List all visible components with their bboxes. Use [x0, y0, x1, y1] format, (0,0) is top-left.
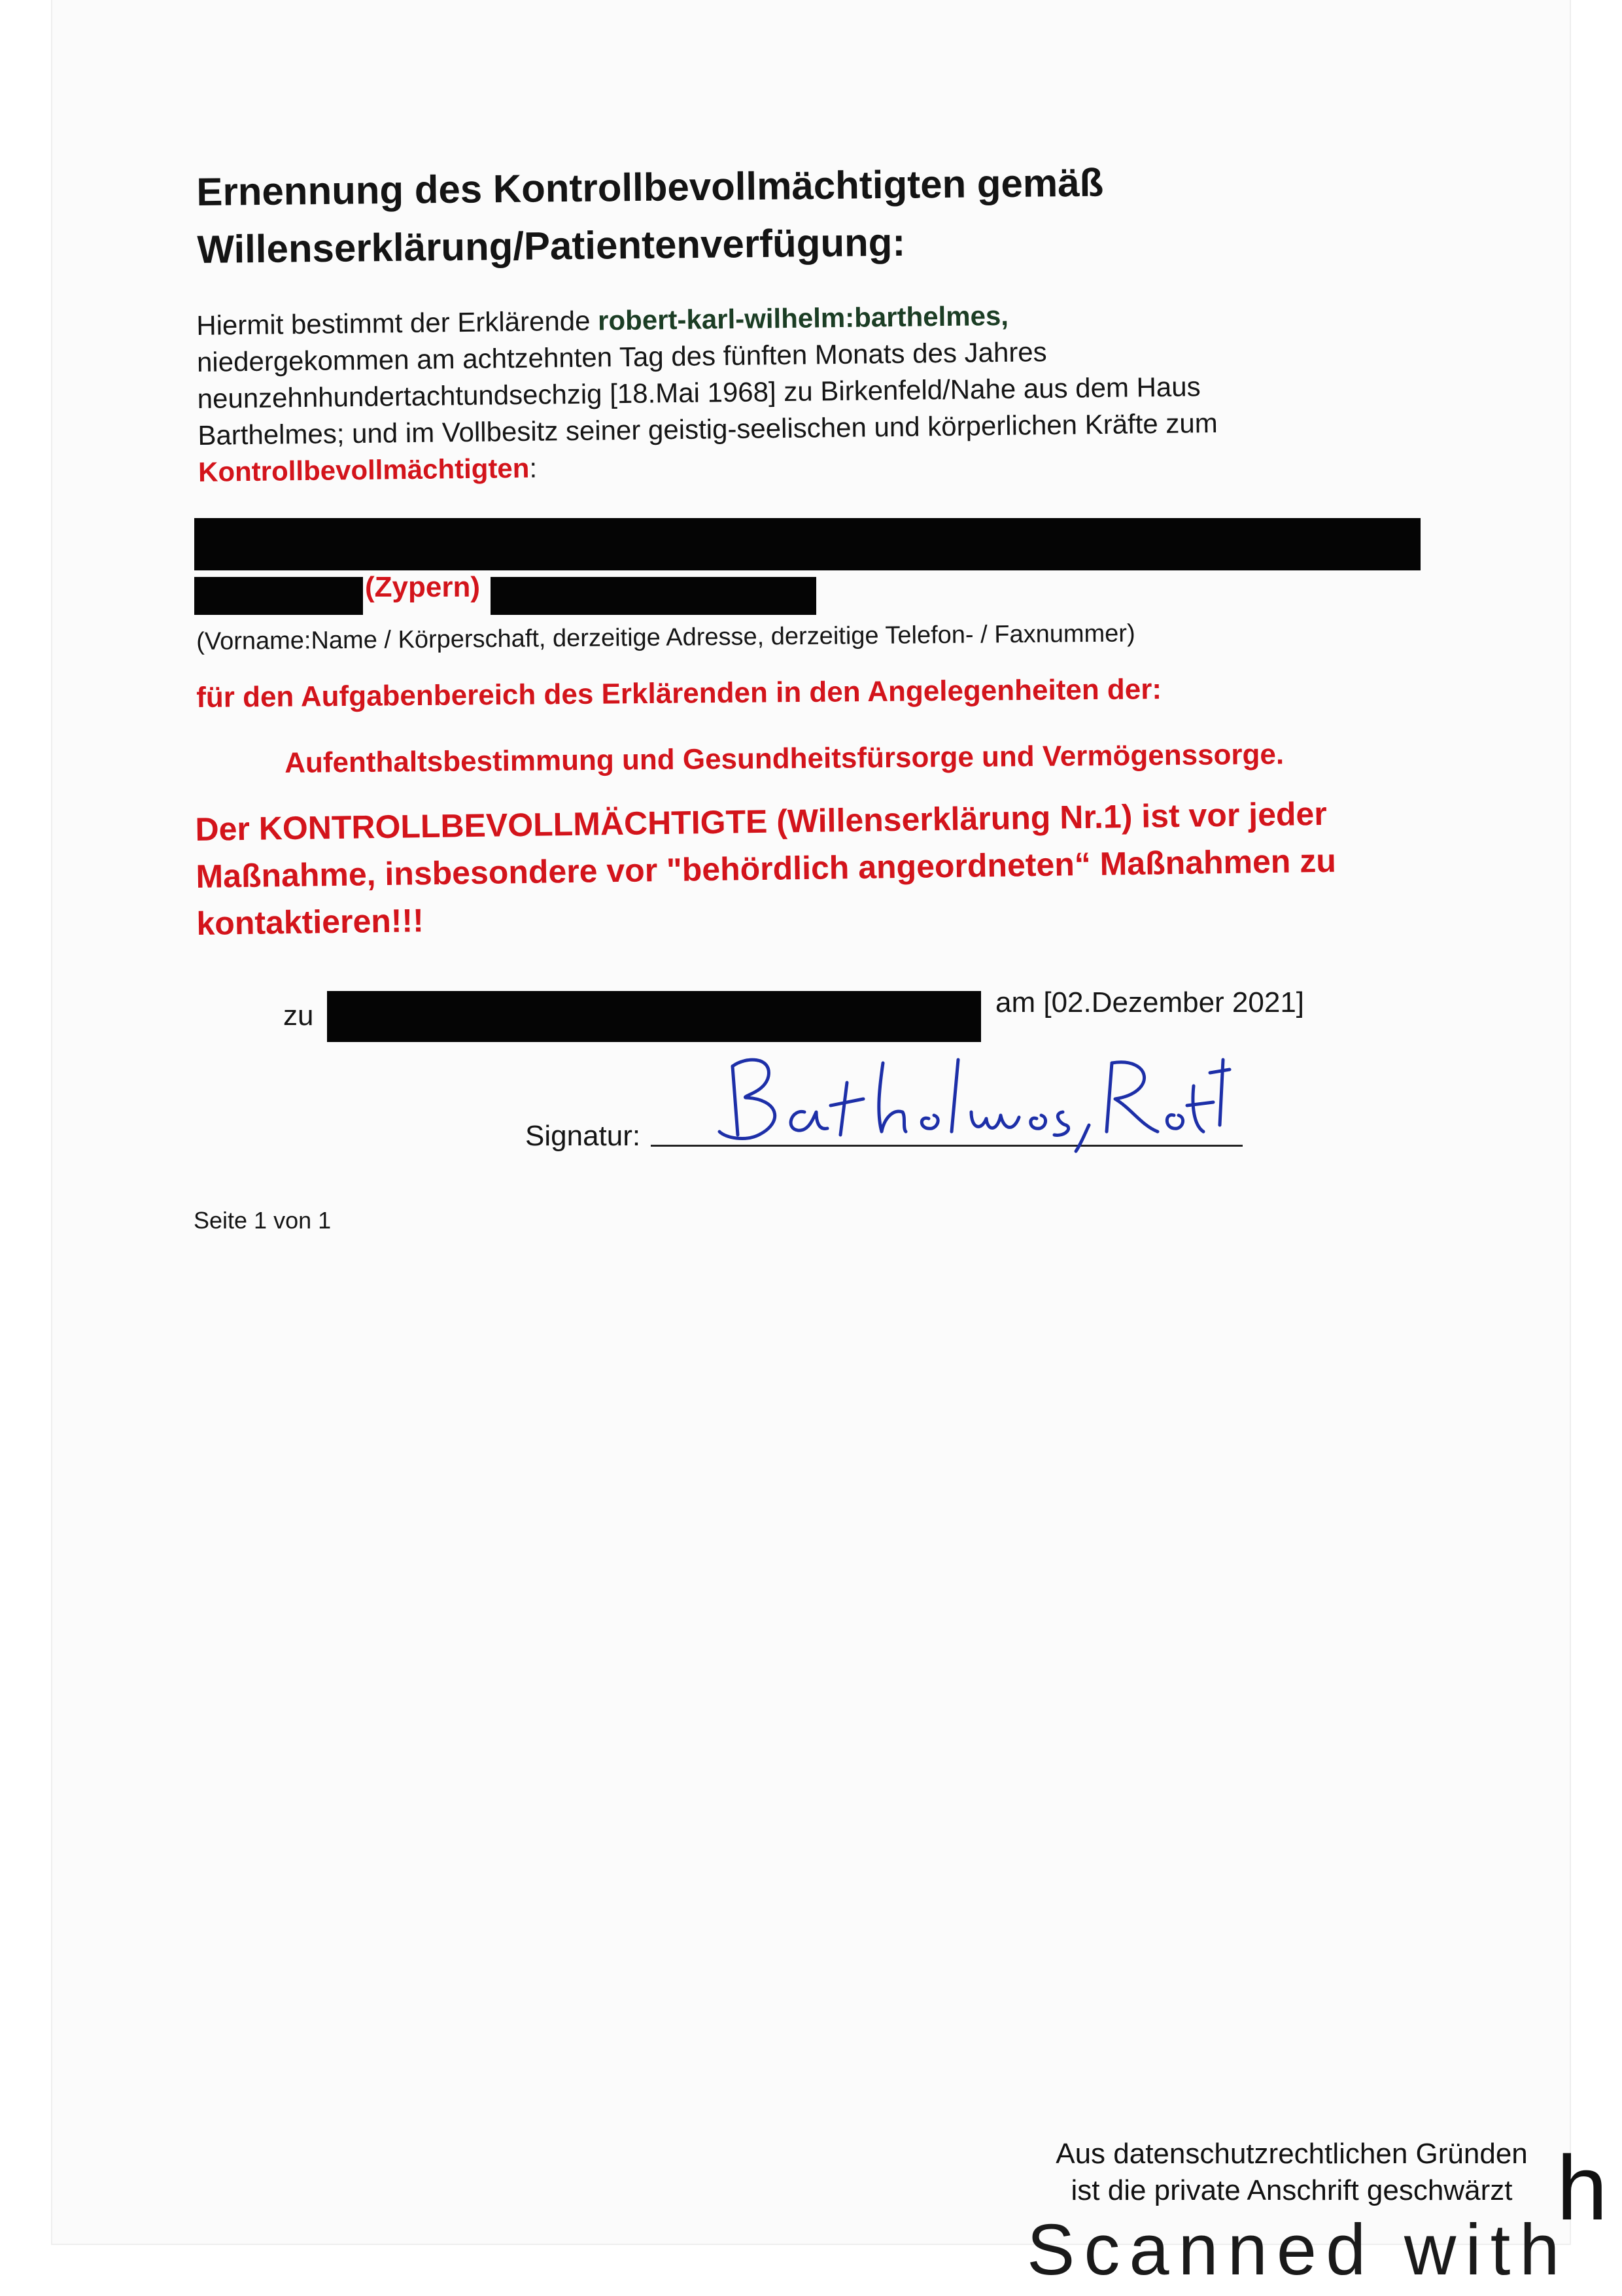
scope-items: Aufenthaltsbestimmung und Gesundheitsfürsorge und Vermögenssorge. — [285, 738, 1285, 779]
warning-line-3: kontaktieren!!! — [196, 902, 424, 942]
intro-paragraph — [196, 292, 1441, 491]
warning-line-2: Maßnahme, insbesondere vor "behördlich angeordneten“ Maßnahmen zu — [196, 842, 1337, 895]
signing-date: am [02.Dezember 2021] — [995, 986, 1305, 1018]
title-line-1: Ernennung des Kontrollbevollmächtigten gemäß — [196, 160, 1104, 214]
scanner-watermark — [1027, 2185, 1569, 2290]
intro-line-3: neunzehnhundertachtundsechzig [18.Mai 1968] zu Birkenfeld/Nahe aus dem Haus — [197, 371, 1201, 414]
title-line-2: Willenserklärung/Patientenverfügung: — [197, 220, 906, 271]
country-label: (Zypern) — [365, 571, 480, 603]
privacy-note-line-2: ist die private Anschrift geschwärzt — [1071, 2174, 1513, 2206]
warning-line-1: Der KONTROLLBEVOLLMÄCHTIGTE (Willenserklärung Nr.1) ist vor jeder — [195, 795, 1328, 848]
redacted-name-block — [194, 518, 1421, 570]
scanner-watermark-tail: h — [1557, 2136, 1608, 2239]
role-label: Kontrollbevollmächtigten — [198, 452, 530, 487]
handwritten-signature — [706, 1047, 1243, 1161]
warning-block — [195, 790, 1387, 947]
page-number: Seite 1 von 1 — [194, 1207, 332, 1234]
redacted-address-left — [194, 577, 363, 615]
privacy-note-line-1: Aus datenschutzrechtlichen Gründen — [1056, 2138, 1528, 2170]
scope-intro: für den Aufgabenbereich des Erklärenden in den Angelegenheiten der: — [196, 673, 1162, 714]
redacted-address-right — [491, 577, 816, 615]
intro-line-2: niedergekommen am achtzehnten Tag des fünften Monats des Jahres — [196, 336, 1047, 377]
declarant-name: robert-karl-wilhelm:barthelmes, — [597, 300, 1009, 336]
field-hint: (Vorname:Name / Körperschaft, derzeitige Adresse, derzeitige Telefon- / Faxnummer) — [196, 619, 1135, 655]
place-label: zu — [283, 1000, 314, 1032]
intro-line-4: Barthelmes; und im Vollbesitz seiner geistig-seelischen und körperlichen Kräfte zum — [198, 407, 1218, 451]
document-title — [196, 154, 1105, 279]
scanner-watermark-text: Scanned with — [1027, 2210, 1569, 2290]
redacted-place — [327, 991, 981, 1042]
intro-prefix: Hiermit bestimmt der Erklärende — [196, 305, 598, 341]
role-colon: : — [529, 452, 538, 483]
signature-label: Signatur: — [525, 1120, 641, 1152]
